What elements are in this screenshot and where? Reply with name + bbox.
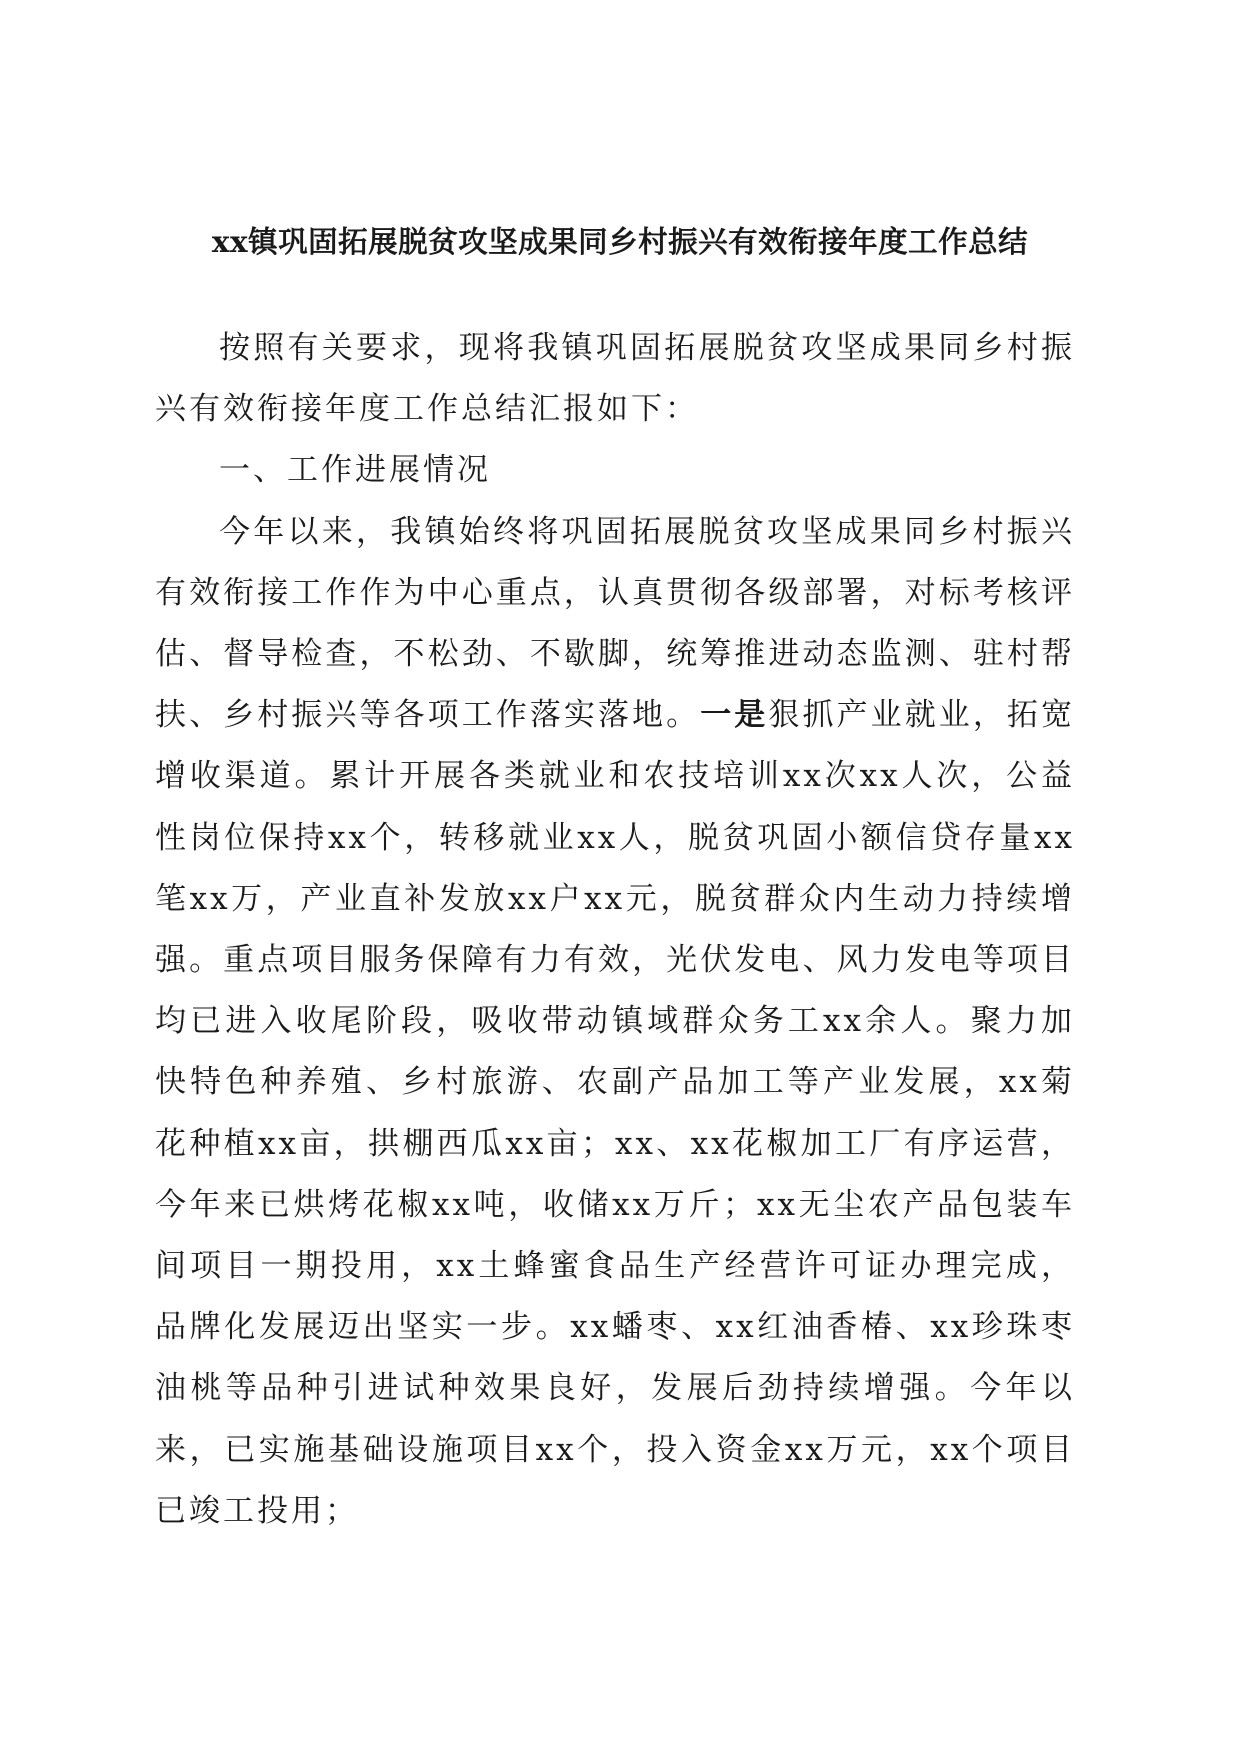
document-body <box>155 318 1075 1542</box>
section-paragraph <box>155 502 1075 1542</box>
section-heading: 一、工作进展情况 <box>219 452 491 489</box>
intro-paragraph: 按照有关要求，现将我镇巩固拓展脱贫攻坚成果同乡村振兴有效衔接年度工作总结汇报如下： <box>155 330 1075 428</box>
document-title: xx镇巩固拓展脱贫攻坚成果同乡村振兴有效衔接年度工作总结 <box>211 224 1029 259</box>
bold-lead-text: 一是 <box>700 697 769 734</box>
paragraph-text-part-2: 狠抓产业就业，拓宽增收渠道。累计开展各类就业和农技培训xx次xx人次，公益性岗位保持xx个，转移就业xx人，脱贫巩固小额信贷存量xx笔xx万，产业直补发放xx户xx元，脱贫群众内生动力持续增强。重点项目服务保障有力有效，光伏发电、风力发电等项目均已进入收尾阶段，吸收带动镇域群众务工xx余人。聚力加快特色种养殖、乡村旅游、农副产品加工等产业发展，xx菊花种植xx亩，拱棚西瓜xx亩；xx、xx花椒加工厂有序运营，今年来已烘烤花椒xx吨，收储xx万斤；xx无尘农产品包装车间项目一期投用，xx土蜂蜜食品生产经营许可证办理完成，品牌化发展迈出坚实一步。xx蟠枣、xx红油香椿、xx珍珠枣油桃等品种引进试种效果良好，发展后劲持续增强。今年以来，已实施基础设施项目xx个，投入资金xx万元，xx个项目已竣工投用； <box>155 697 1076 1529</box>
paragraph-text-part-1: 今年以来，我镇始终将巩固拓展脱贫攻坚成果同乡村振兴有效衔接工作作为中心重点，认真贯彻各级部署，对标考核评估、督导检查，不松劲、不歇脚，统筹推进动态监测、驻村帮扶、乡村振兴等各项工作落实落地。 <box>155 513 1075 734</box>
